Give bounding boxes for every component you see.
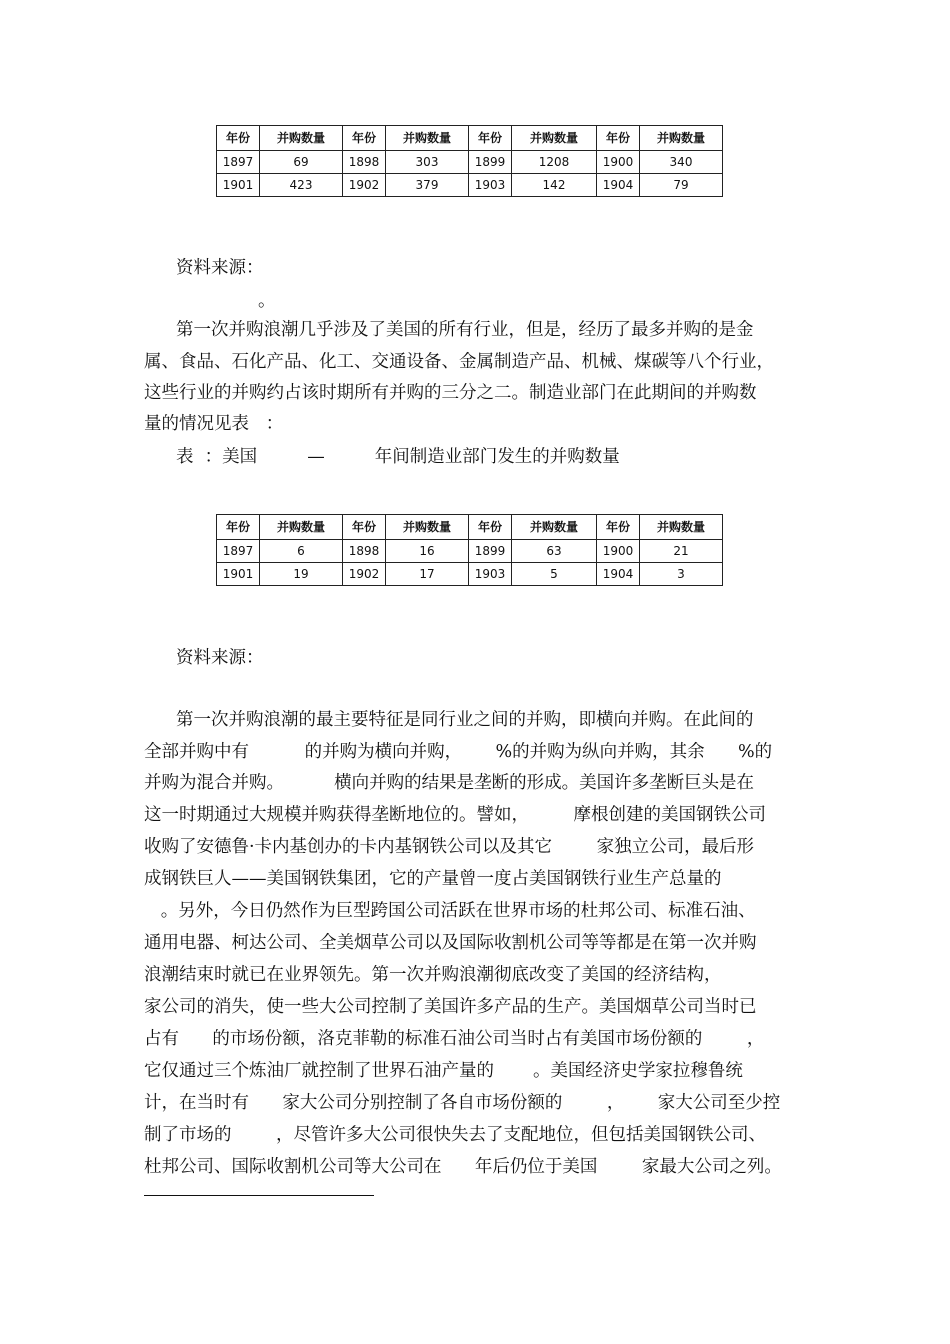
- paragraph-line: 通用电器、柯达公司、全美烟草公司以及国际收割机公司等等都是在第一次并购: [144, 933, 757, 953]
- table-header-cell: 年份: [469, 515, 512, 540]
- table-cell: 69: [260, 151, 343, 174]
- table-header-cell: 并购数量: [512, 515, 597, 540]
- table-header-cell: 并购数量: [640, 515, 723, 540]
- source-label-2: 资料来源：: [176, 648, 264, 668]
- table-cell: 1899: [469, 540, 512, 563]
- paragraph-line: 量的情况见表 ：: [144, 414, 284, 434]
- table-header-cell: 并购数量: [386, 126, 469, 151]
- table-cell: 1903: [469, 563, 512, 586]
- table-cell: 79: [640, 174, 723, 197]
- table-header-cell: 年份: [469, 126, 512, 151]
- paragraph-line: 占有 的市场份额，洛克菲勒的标准石油公司当时占有美国市场份额的 ，: [144, 1029, 765, 1049]
- table-header-cell: 并购数量: [640, 126, 723, 151]
- table-cell: 16: [386, 540, 469, 563]
- paragraph-line: 这一时期通过大规模并购获得垄断地位的。譬如， 摩根创建的美国钢铁公司: [144, 805, 766, 825]
- table-header-cell: 并购数量: [512, 126, 597, 151]
- table-header-cell: 并购数量: [386, 515, 469, 540]
- table-cell: 142: [512, 174, 597, 197]
- paragraph-line: 属、食品、石化产品、化工、交通设备、金属制造产品、机械、煤碳等八个行业，: [144, 352, 774, 372]
- table-cell: 63: [512, 540, 597, 563]
- table-cell: 379: [386, 174, 469, 197]
- table-cell: 1899: [469, 151, 512, 174]
- table-row: [217, 540, 723, 563]
- manufacturing-merger-table: [216, 514, 723, 586]
- paragraph-line: 家公司的消失，使一些大公司控制了美国许多产品的生产。美国烟草公司当时已: [144, 997, 757, 1017]
- table-caption: 表 ：美国 — 年间制造业部门发生的并购数量: [176, 447, 620, 467]
- paragraph-line: 全部并购中有 的并购为横向并购， %的并购为纵向并购，其余 %的: [144, 742, 773, 762]
- table-cell: 1904: [597, 563, 640, 586]
- paragraph-line: 制了市场的 ，尽管许多大公司很快失去了支配地位，但包括美国钢铁公司、: [144, 1125, 766, 1145]
- table-cell: 1903: [469, 174, 512, 197]
- table-header-cell: 并购数量: [260, 515, 343, 540]
- table-cell: 1208: [512, 151, 597, 174]
- table-header-cell: 年份: [597, 515, 640, 540]
- table-header-row: [217, 126, 723, 151]
- table-cell: 303: [386, 151, 469, 174]
- paragraph-line: 并购为混合并购。 横向并购的结果是垄断的形成。美国许多垄断巨头是在: [144, 773, 755, 793]
- footnote-separator: [144, 1195, 374, 1196]
- table-cell: 1902: [343, 563, 386, 586]
- table-row: [217, 151, 723, 174]
- table-cell: 19: [260, 563, 343, 586]
- table-cell: 1898: [343, 540, 386, 563]
- paragraph-line: 杜邦公司、国际收割机公司等大公司在 年后仍位于美国 家最大公司之列。: [144, 1157, 782, 1177]
- paragraph-line: 计，在当时有 家大公司分别控制了各自市场份额的 ， 家大公司至少控: [144, 1093, 781, 1113]
- table-cell: 1901: [217, 563, 260, 586]
- paragraph-line: 这些行业的并购约占该时期所有并购的三分之二。制造业部门在此期间的并购数: [144, 383, 757, 403]
- paragraph-line: 收购了安德鲁·卡内基创办的卡内基钢铁公司以及其它 家独立公司，最后形: [144, 837, 755, 857]
- table-cell: 1898: [343, 151, 386, 174]
- table-header-row: [217, 515, 723, 540]
- table-cell: 5: [512, 563, 597, 586]
- table-cell: 1901: [217, 174, 260, 197]
- table-cell: 1900: [597, 151, 640, 174]
- paragraph-line: 。另外，今日仍然作为巨型跨国公司活跃在世界市场的杜邦公司、标准石油、: [144, 901, 756, 921]
- table-cell: 423: [260, 174, 343, 197]
- period-mark: 。: [258, 291, 276, 311]
- table-header-cell: 年份: [217, 126, 260, 151]
- table-row: [217, 174, 723, 197]
- table-header-cell: 年份: [343, 126, 386, 151]
- table-cell: 6: [260, 540, 343, 563]
- paragraph-line: 成钢铁巨人——美国钢铁集团，它的产量曾一度占美国钢铁行业生产总量的: [144, 869, 722, 889]
- table-cell: 1900: [597, 540, 640, 563]
- source-label-1: 资料来源：: [176, 258, 264, 278]
- table-cell: 21: [640, 540, 723, 563]
- table-cell: 17: [386, 563, 469, 586]
- table-cell: 1904: [597, 174, 640, 197]
- table-cell: 3: [640, 563, 723, 586]
- table-cell: 1897: [217, 151, 260, 174]
- paragraph-line: 第一次并购浪潮几乎涉及了美国的所有行业，但是，经历了最多并购的是金: [176, 320, 754, 340]
- table-row: [217, 563, 723, 586]
- paragraph-line: 它仅通过三个炼油厂就控制了世界石油产量的 。美国经济史学家拉穆鲁统: [144, 1061, 743, 1081]
- table-cell: 340: [640, 151, 723, 174]
- table-cell: 1897: [217, 540, 260, 563]
- merger-count-table-1: [216, 125, 723, 197]
- table-header-cell: 年份: [343, 515, 386, 540]
- table-cell: 1902: [343, 174, 386, 197]
- paragraph-line: 第一次并购浪潮的最主要特征是同行业之间的并购，即横向并购。在此间的: [176, 710, 754, 730]
- table-header-cell: 年份: [217, 515, 260, 540]
- table-header-cell: 并购数量: [260, 126, 343, 151]
- paragraph-line: 浪潮结束时就已在业界领先。第一次并购浪潮彻底改变了美国的经济结构，: [144, 965, 722, 985]
- table-header-cell: 年份: [597, 126, 640, 151]
